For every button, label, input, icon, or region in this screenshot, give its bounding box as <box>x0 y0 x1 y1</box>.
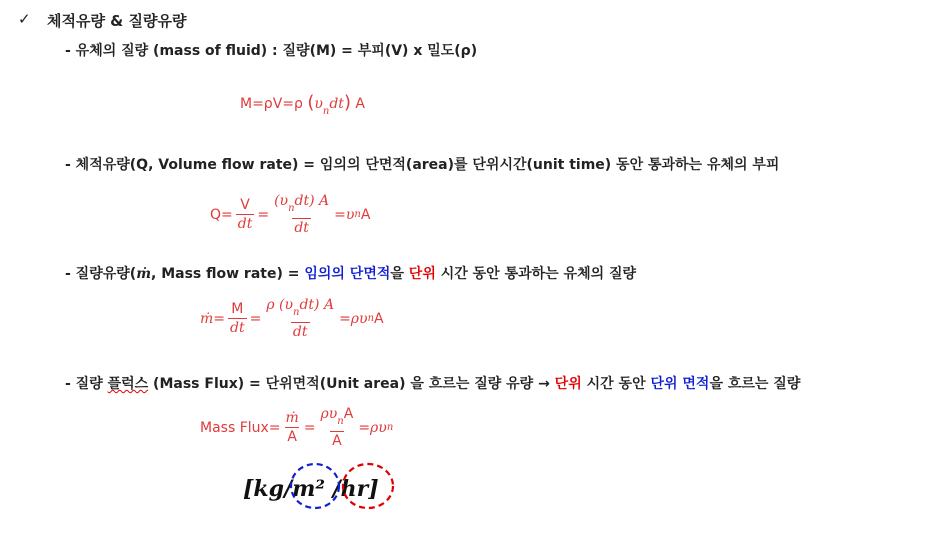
dt-symbol: dt <box>329 96 344 112</box>
normal-subscript: n <box>322 106 330 117</box>
fraction-rho-vndt-over-dt <box>264 296 336 341</box>
text-part: , Mass flow rate) = <box>151 266 305 282</box>
numerator: ṁ <box>285 410 299 426</box>
mass-flux-definition <box>65 373 800 393</box>
normal-subscript: n <box>288 203 295 214</box>
fraction-rho-vn-a-over-a <box>319 405 356 450</box>
fraction-vndt-over-dt <box>272 192 331 237</box>
numerator-part: (υ <box>274 193 289 209</box>
normal-subscript: n <box>293 307 300 318</box>
blue-dashed-circle <box>291 464 339 508</box>
mass-flux-unit: [kg/m² /hr] <box>243 476 379 502</box>
numerator <box>264 296 336 322</box>
mass-flow-equation <box>200 296 384 341</box>
q-symbol: Q= <box>210 206 233 223</box>
text-part: 을 <box>390 266 409 282</box>
area-symbol: A <box>374 310 384 327</box>
normal-subscript: n <box>386 422 394 433</box>
numerator-part: dt) A <box>294 193 330 209</box>
equals-sign: = <box>249 310 262 327</box>
mass-definition: - 유체의 질량 (mass of fluid) : 질량(M) = 부피(V) x 밀도(ρ) <box>65 43 478 59</box>
velocity-symbol: υ <box>314 96 323 112</box>
volume-flow-definition: - 체적유량(Q, Volume flow rate) = 임의의 단면적(area)를 단위시간(unit time) 동안 통과하는 유체의 부피 <box>65 157 780 173</box>
numerator <box>319 405 356 431</box>
normal-subscript: n <box>354 209 361 220</box>
checkmark-icon: ✓ <box>18 10 31 28</box>
arrow-icon: → <box>538 376 550 392</box>
denominator: dt <box>230 320 245 336</box>
denominator: dt <box>294 220 309 236</box>
volume-equation <box>210 192 370 237</box>
rhs: =ρυ <box>358 419 387 436</box>
numerator-part: ρ (υ <box>266 297 293 313</box>
mass-flux-label: Mass Flux= <box>200 419 281 436</box>
numerator: M <box>231 301 244 317</box>
equals-sign: = <box>303 419 316 436</box>
fraction-mdot-over-a <box>284 409 301 446</box>
text-part: 시간 동안 <box>581 376 651 392</box>
area-symbol: A <box>355 96 365 112</box>
mass-eq-lhs: M=ρV=ρ <box>240 96 303 112</box>
text-part: (Mass Flux) = 단위면적(Unit area) 을 흐르는 질량 유량 <box>148 376 539 392</box>
mass-equation <box>240 92 365 117</box>
text-part: 시간 동안 통과하는 유체의 질량 <box>435 266 637 282</box>
spellcheck-word: 플럭스 <box>107 376 149 392</box>
text-part: - 질량유량( <box>65 266 137 282</box>
mdot-symbol: ṁ <box>200 310 214 327</box>
text-part: 을 흐르는 질량 <box>709 376 801 392</box>
paren-close: ) <box>343 92 351 113</box>
mdot-symbol: ṁ <box>136 266 152 282</box>
numerator-part: A <box>343 406 354 422</box>
highlight-red: 단위 <box>408 266 436 282</box>
denominator: A <box>287 429 297 445</box>
rhs: =υ <box>334 206 355 223</box>
equals-sign: = <box>213 310 226 327</box>
numerator <box>272 192 331 218</box>
equals-sign: = <box>257 206 270 223</box>
mass-flow-definition <box>65 263 636 283</box>
denominator: dt <box>237 216 253 232</box>
red-dashed-circle <box>343 464 393 508</box>
rhs: =ρυ <box>339 310 368 327</box>
denominator: dt <box>292 324 308 340</box>
numerator-part: dt) A <box>299 297 335 313</box>
text-part: - 질량 <box>65 376 108 392</box>
fraction-v-over-dt <box>236 196 255 233</box>
denominator: A <box>332 433 342 449</box>
fraction-m-over-dt <box>228 300 247 337</box>
section-heading: 체적유량 & 질량유량 <box>47 12 187 30</box>
highlight-blue: 임의의 단면적 <box>304 266 391 282</box>
normal-subscript: n <box>367 313 375 324</box>
highlight-red: 단위 <box>549 376 582 392</box>
area-symbol: A <box>360 206 371 223</box>
numerator: V <box>240 197 250 213</box>
highlight-blue: 단위 면적 <box>650 376 710 392</box>
numerator-part: ρυ <box>320 406 338 422</box>
unit-highlight-circles <box>285 462 405 514</box>
normal-subscript: n <box>337 416 344 427</box>
paren-open: ( <box>307 92 315 113</box>
mass-flux-equation <box>200 405 393 450</box>
